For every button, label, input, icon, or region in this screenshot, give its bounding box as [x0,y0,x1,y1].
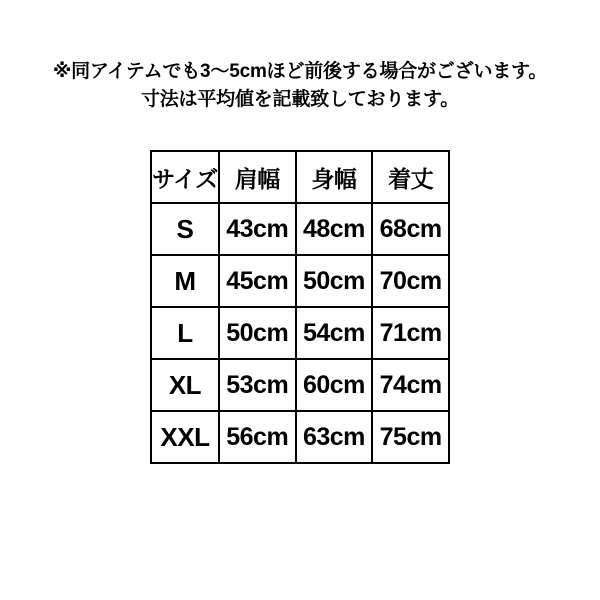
size-table [150,150,450,464]
cell-size: L [151,307,219,359]
cell-length: 74cm [372,359,449,411]
cell-size: XL [151,359,219,411]
cell-shoulder: 45cm [219,255,296,307]
cell-size: M [151,255,219,307]
table-row [151,203,449,255]
size-table-body [151,203,449,463]
cell-length: 68cm [372,203,449,255]
cell-length: 70cm [372,255,449,307]
table-header-row [151,151,449,203]
cell-length: 75cm [372,411,449,463]
cell-shoulder: 53cm [219,359,296,411]
size-table-container [150,150,450,464]
cell-chest: 60cm [296,359,373,411]
disclaimer-notes [0,58,600,114]
cell-size: XXL [151,411,219,463]
cell-shoulder: 50cm [219,307,296,359]
header-length: 着丈 [372,151,449,203]
table-row [151,255,449,307]
header-size: サイズ [151,151,219,203]
header-chest: 身幅 [296,151,373,203]
cell-shoulder: 56cm [219,411,296,463]
cell-size: S [151,203,219,255]
cell-chest: 50cm [296,255,373,307]
cell-chest: 63cm [296,411,373,463]
table-row [151,307,449,359]
table-row [151,359,449,411]
cell-chest: 48cm [296,203,373,255]
cell-length: 71cm [372,307,449,359]
size-table-header [151,151,449,203]
cell-shoulder: 43cm [219,203,296,255]
disclaimer-line-1: ※同アイテムでも3〜5cmほど前後する場合がございます。 [52,61,548,82]
cell-chest: 54cm [296,307,373,359]
header-shoulder: 肩幅 [219,151,296,203]
table-row [151,411,449,463]
disclaimer-line-2: 寸法は平均値を記載致しております。 [140,89,460,110]
